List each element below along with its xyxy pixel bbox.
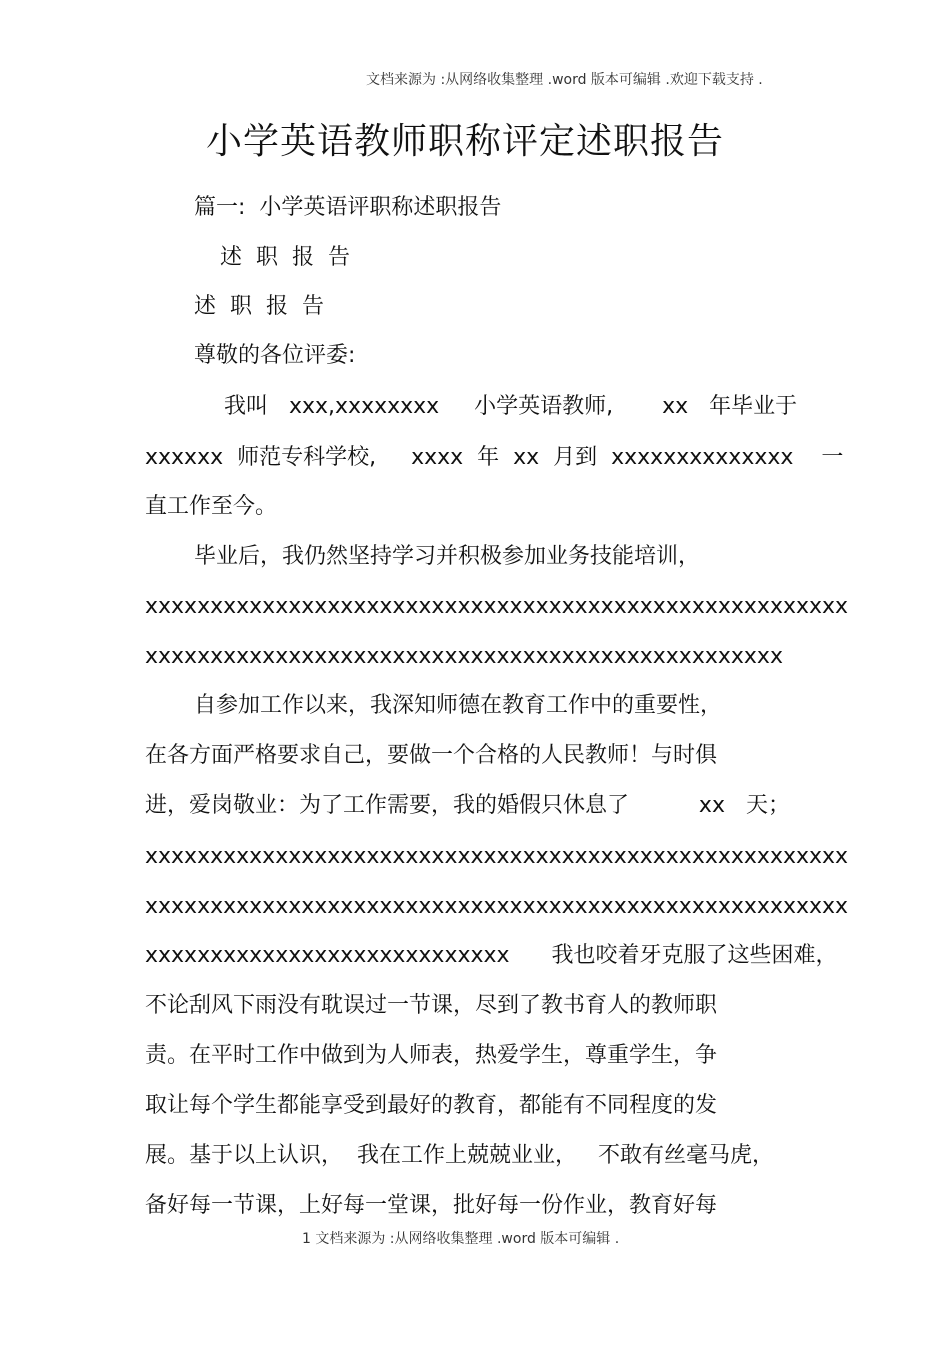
body-line: 毕业后，我仍然坚持学习并积极参加业务技能培训， [194,544,701,569]
body-line: xxxxxxxxxxxxxxxxxxxxxxxxxxxx 我也咬着牙克服了这些困难， [145,943,838,968]
body-line: 备好每一节课，上好每一堂课，批好每一份作业，教育好每 [145,1193,718,1218]
document-title: 小学英语教师职称评定述职报告 [206,121,725,162]
placeholder-line: xxxxxxxxxxxxxxxxxxxxxxxxxxxxxxxxxxxxxxxxxxxxxxxxx [145,644,783,669]
page-header: 文档来源为 :从网络收集整理 .word 版本可编辑 .欢迎下载支持 . [366,72,763,88]
report-label: 述 职 报 告 [194,294,324,319]
report-label: 述 职 报 告 [220,245,350,270]
body-line: 在各方面严格要求自己，要做一个合格的人民教师！与时俱 [145,743,718,768]
body-line: 直工作至今。 [145,494,278,519]
body-line: 展。基于以上认识， 我在工作上兢兢业业， 不敢有丝毫马虎， [145,1143,774,1168]
body-line: 责。在平时工作中做到为人师表，热爱学生，尊重学生，争 [145,1043,718,1068]
placeholder-line: xxxxxxxxxxxxxxxxxxxxxxxxxxxxxxxxxxxxxxxxxxxxxxxxxxxxxx [145,844,849,869]
body-line: 我叫 xxx,xxxxxxxx 小学英语教师, xx 年毕业于 [224,394,798,419]
body-line: 取让每个学生都能享受到最好的教育，都能有不同程度的发 [145,1093,718,1118]
page-footer: 1 文档来源为 :从网络收集整理 .word 版本可编辑 . [302,1231,620,1247]
body-line: 进，爱岗敬业：为了工作需要，我的婚假只休息了 xx 天； [145,793,790,818]
article-heading: 篇一: 小学英语评职称述职报告 [194,195,502,220]
body-line: 自参加工作以来，我深知师德在教育工作中的重要性， [194,693,723,718]
placeholder-line: xxxxxxxxxxxxxxxxxxxxxxxxxxxxxxxxxxxxxxxxxxxxxxxxxxxxxx [145,894,849,919]
body-line: 不论刮风下雨没有耽误过一节课，尽到了教书育人的教师职 [145,993,718,1018]
salutation: 尊敬的各位评委: [194,343,356,368]
placeholder-line: xxxxxxxxxxxxxxxxxxxxxxxxxxxxxxxxxxxxxxxxxxxxxxxxxxxxxx [145,594,849,619]
body-line: xxxxxx 师范专科学校, xxxx 年 xx 月到 xxxxxxxxxxxxxx 一 [145,445,844,470]
